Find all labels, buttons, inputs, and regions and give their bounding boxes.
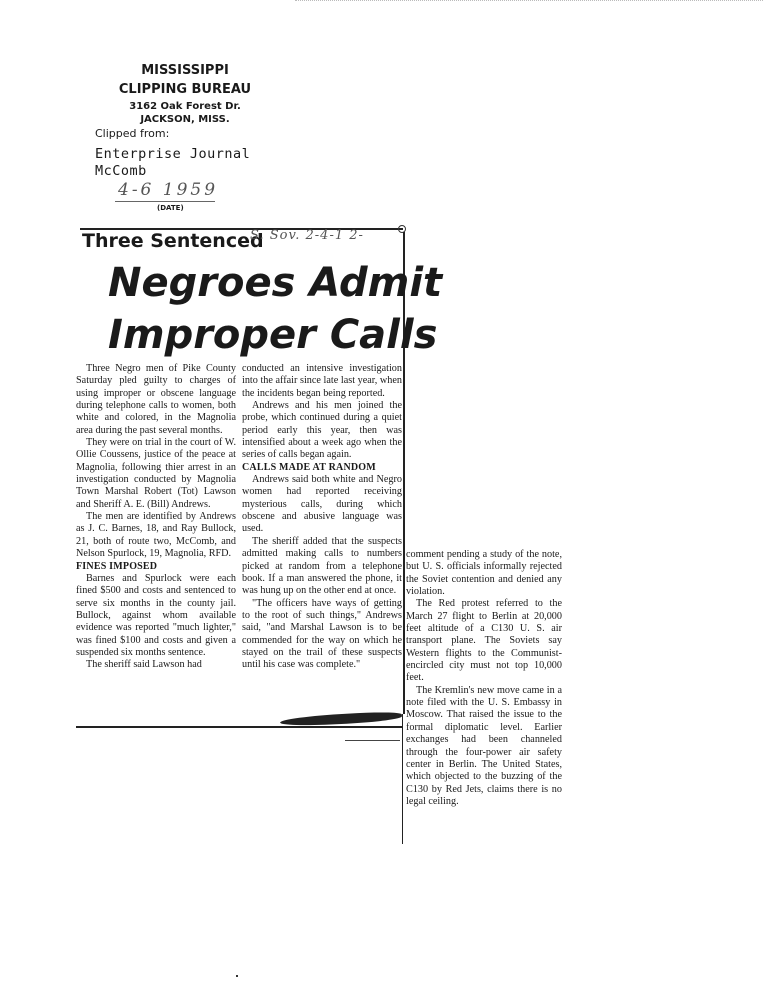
ink-smudge-mark [280,711,402,727]
paper-city: McComb [95,163,147,179]
paragraph: The Red protest referred to the March 27 flight to Berlin at 20,000 feet altitude of a C130 U. S. air transport plane. The Soviets say Western flights to the Communist-encircled city must not top 10,000 feet. [406,598,562,684]
article-bottom-rule [76,726,402,728]
column3-separator [345,740,400,741]
handwritten-note: S. Sov. 2-4-1 2- [250,228,364,243]
paragraph: Andrews and his men joined the probe, which continued during a quiet period early this year, then was intensified about a week ago when the series of calls began again. [242,400,402,461]
scan-edge-dots [295,0,763,3]
bureau-name-line2: CLIPPING BUREAU [118,82,252,97]
article-kicker: Three Sentenced [82,230,264,252]
paragraph: Andrews said both white and Negro women had reported receiving mysterious calls, during which obscene and abusive language was used. [242,474,402,535]
date-label: (DATE) [157,204,184,212]
scan-speck [236,975,238,977]
paragraph: comment pending a study of the note, but U. S. officials informally rejected the Soviet contention and denied any violation. [406,549,562,598]
headline-line2: Improper Calls [108,312,438,358]
handwritten-date: 4-6 1959 [118,180,219,200]
article-column-2 [242,363,402,672]
subhead: FINES IMPOSED [76,560,158,572]
bureau-name-line1: MISSISSIPPI [141,63,229,78]
paragraph: They were on trial in the court of W. Ollie Coussens, justice of the peace at Magnolia, following thier arrest in an investigation conducted by Magnolia Town Marshal Robert (Tot) Lawson and Sheriff A. E. (Bill) Andrews. [76,437,236,510]
paragraph: Three Negro men of Pike County Saturday pled guilty to charges of using improper or obscene language during telephone calls to women, both white and colored, in the Magnolia area during the past several months. [76,363,236,436]
paragraph: The Kremlin's new move came in a note filed with the U. S. Embassy in Moscow. That raised the issue to the formal diplomatic level. Earlier exchanges had been channeled through the four-power air safety center in Berlin. The United States, which objected to the buzzing of the C130 by Red Jets, claims there is no legal ceiling. [406,684,562,807]
paragraph: Barnes and Spurlock were each fined $500 and costs and sentenced to serve six months in the county jail. Bullock, against whom available evidence was reported "much lighter," was fined $100 and costs and given a suspended six months sentence. [76,572,236,658]
paragraph: conducted an intensive investigation into the affair since late last year, when the incidents began being reported. [242,363,402,399]
paragraph: The men are identified by Andrews as J. C. Barnes, 18, and Ray Bullock, 21, both of route two, McComb, and Nelson Spurlock, 19, Magnolia, RFD. [76,511,236,560]
date-underline [115,201,215,202]
clipped-from-label: Clipped from: [95,127,170,140]
bureau-city: JACKSON, MISS. [140,114,230,125]
paragraph: "The officers have ways of getting to the root of such things," Andrews said, "and Marshal Lawson is to be commended for the way on which he stayed on the trail of these suspects until his case was complete." [242,597,402,671]
paragraph: The sheriff said Lawson had [86,659,202,671]
article-column-3 [406,549,562,808]
paragraph: The sheriff added that the suspects admitted making calls to numbers picked at random from a telephone book. If a man answered the phone, it was hung up on the other end at once. [242,535,402,597]
article-column-1 [76,363,236,672]
subhead: CALLS MADE AT RANDOM [242,461,376,473]
headline-line1: Negroes Admit [108,260,443,306]
bureau-street: 3162 Oak Forest Dr. [129,101,241,112]
paper-name: Enterprise Journal [95,146,251,162]
column3-left-rule [402,714,403,844]
